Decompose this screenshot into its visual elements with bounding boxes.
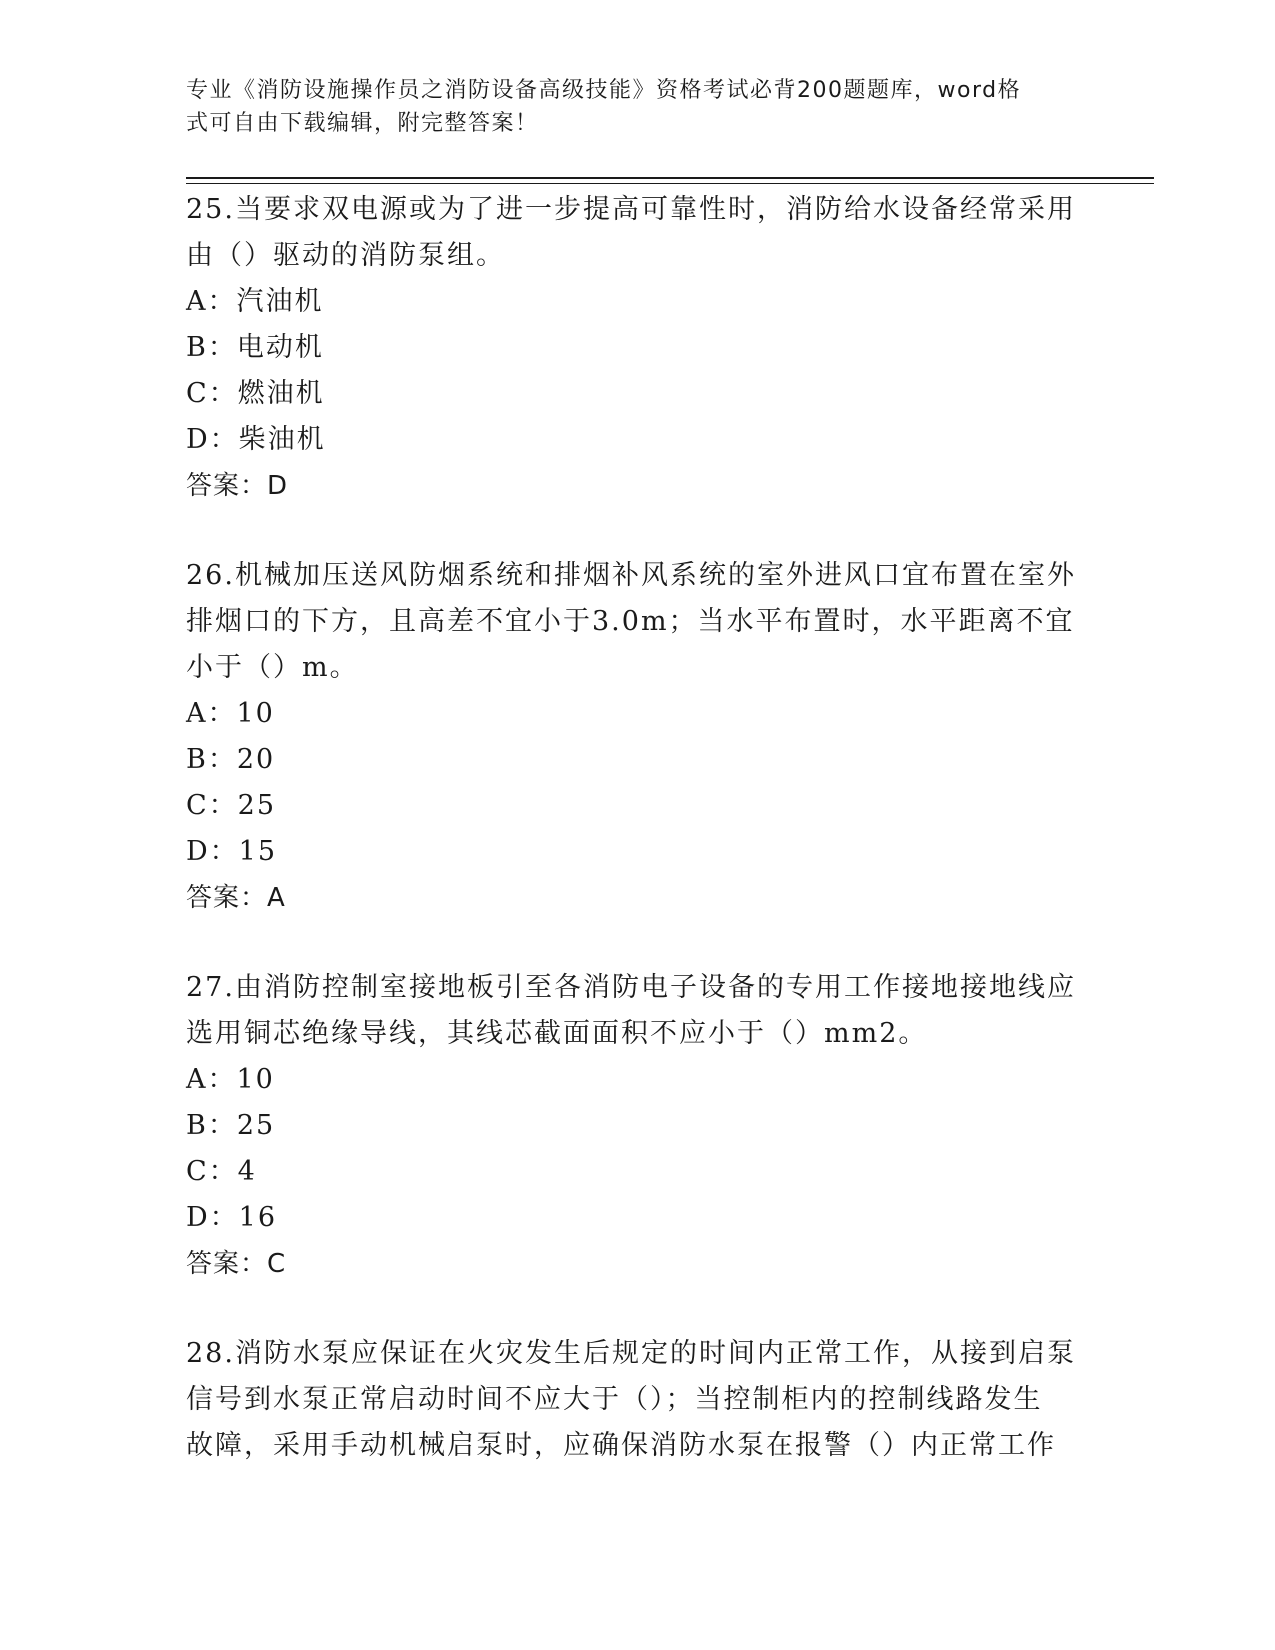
option-d: D：柴油机 xyxy=(186,424,326,455)
question-stem-line: 排烟口的下方，且高差不宜小于3.0m；当水平布置时，水平距离不宜 xyxy=(186,606,1075,637)
question-stem-line: 28.消防水泵应保证在火灾发生后规定的时间内正常工作，从接到启泵 xyxy=(186,1338,1076,1369)
question-list xyxy=(186,187,1086,1469)
question-stem-line: 故障，采用手动机械启泵时，应确保消防水泵在报警（）内正常工作 xyxy=(186,1430,1056,1461)
question-spacer xyxy=(186,921,1086,965)
question-stem-line: 选用铜芯绝缘导线，其线芯截面面积不应小于（）mm2。 xyxy=(186,1018,928,1049)
option-c: C：25 xyxy=(186,790,277,821)
question-stem-line: 由（）驱动的消防泵组。 xyxy=(186,240,505,271)
document-header xyxy=(186,74,1066,140)
question-26 xyxy=(186,553,1086,921)
answer-line: 答案：D xyxy=(186,471,289,501)
option-a: A：10 xyxy=(186,698,275,729)
header-divider-thin xyxy=(186,183,1154,184)
question-stem-line: 26.机械加压送风防烟系统和排烟补风系统的室外进风口宜布置在室外 xyxy=(186,560,1076,591)
option-c: C：4 xyxy=(186,1156,257,1187)
question-27 xyxy=(186,965,1086,1287)
question-spacer xyxy=(186,509,1086,553)
question-stem-line: 小于（）m。 xyxy=(186,652,359,683)
option-d: D：16 xyxy=(186,1202,278,1233)
question-stem-line: 信号到水泵正常启动时间不应大于（）；当控制柜内的控制线路发生 xyxy=(186,1384,1043,1415)
question-28 xyxy=(186,1331,1086,1469)
option-b: B：20 xyxy=(186,744,276,775)
header-line-1: 专业《消防设施操作员之消防设备高级技能》资格考试必背200题题库，word格 xyxy=(186,78,1022,103)
option-b: B：电动机 xyxy=(186,332,324,363)
option-d: D：15 xyxy=(186,836,278,867)
header-divider-thick xyxy=(186,177,1154,179)
answer-line: 答案：C xyxy=(186,1249,287,1279)
question-stem-line: 25.当要求双电源或为了进一步提高可靠性时，消防给水设备经常采用 xyxy=(186,194,1076,225)
question-spacer xyxy=(186,1287,1086,1331)
question-stem-line: 27.由消防控制室接地板引至各消防电子设备的专用工作接地接地线应 xyxy=(186,972,1076,1003)
header-line-2: 式可自由下载编辑，附完整答案！ xyxy=(186,111,539,136)
option-a: A：汽油机 xyxy=(186,286,324,317)
answer-line: 答案：A xyxy=(186,883,286,913)
option-a: A：10 xyxy=(186,1064,275,1095)
question-25 xyxy=(186,187,1086,509)
option-b: B：25 xyxy=(186,1110,276,1141)
option-c: C：燃油机 xyxy=(186,378,325,409)
